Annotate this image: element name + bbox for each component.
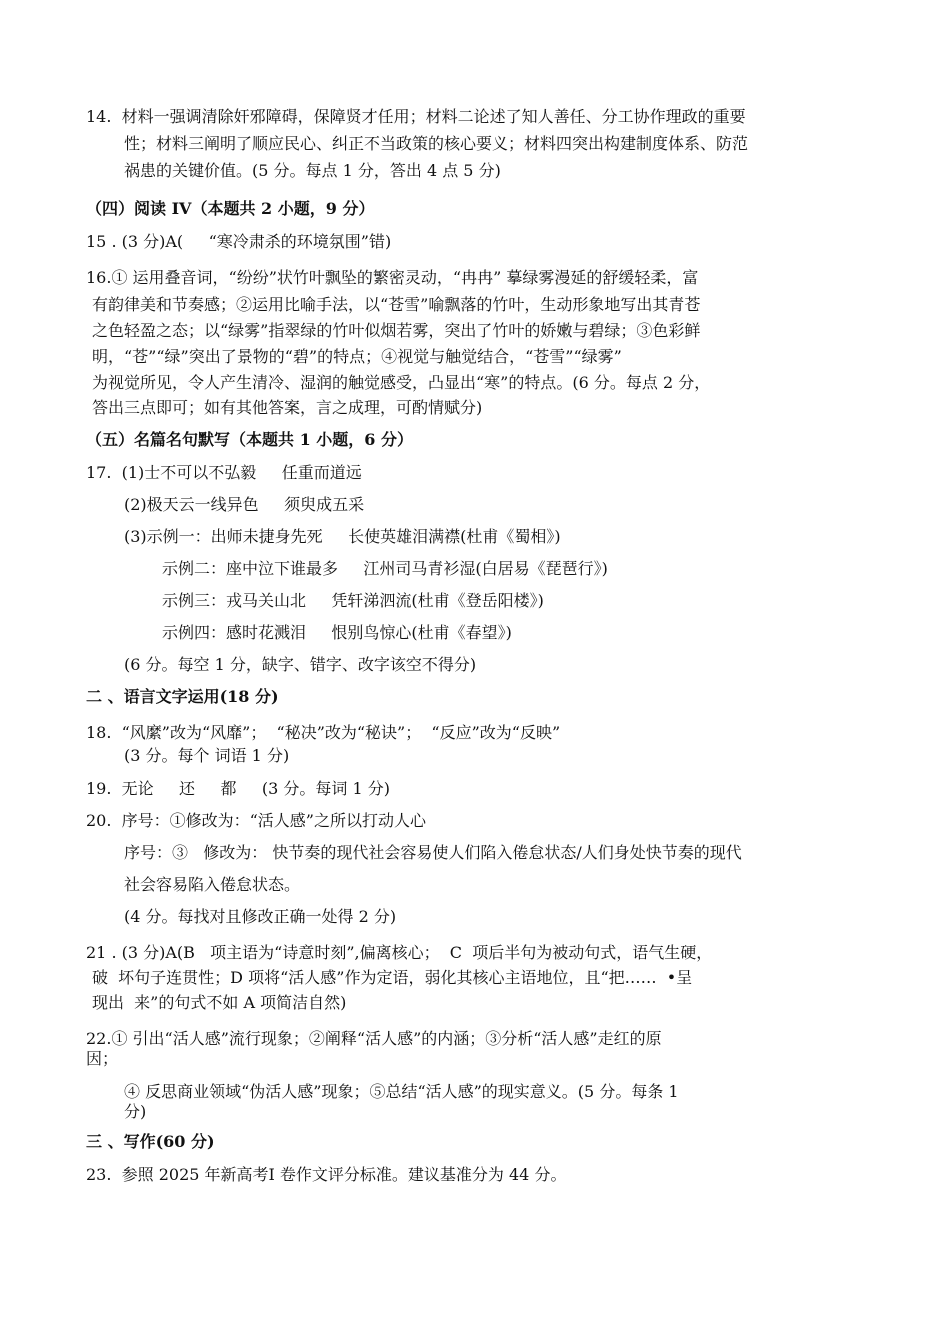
q22-line-3: ④ 反思商业领域“伪活人感”现象；⑤总结“活人感”的现实意义。(5 分。每条 1	[124, 1082, 679, 1101]
q16-line-1: 16.① 运用叠音词，“纷纷”状竹叶飘坠的繁密灵动，“冉冉” 摹绿雾漫延的舒缓轻柔，富	[86, 268, 699, 287]
q14-line-2: 性；材料三阐明了顺应民心、纠正不当政策的核心要义；材料四突出构建制度体系、防范	[124, 134, 749, 153]
q18-line-2: (3 分。每个 词语 1 分)	[124, 746, 290, 765]
q20-line-1: 20. 序号：①修改为：“活人感”之所以打动人心	[86, 811, 426, 830]
q22-line-1: 22.① 引出“活人感”流行现象；②阐释“活人感”的内涵；③分析“活人感”走红的原	[86, 1029, 662, 1048]
q22-line-2: 因；	[86, 1049, 119, 1068]
q17-line-3: (3)示例一：出师未捷身先死 长使英雄泪满襟(杜甫《蜀相》)	[124, 527, 561, 546]
q21-line-3: 现出 来”的句式不如 A 项简洁自然)	[92, 993, 347, 1012]
q16-line-3: 之色轻盈之态；以“绿雾”指翠绿的竹叶似烟若雾，突出了竹叶的娇嫩与碧绿；③色彩鲜	[92, 321, 701, 340]
q20-line-3: 社会容易陷入倦怠状态。	[124, 875, 301, 894]
q23-line-1: 23. 参照 2025 年新高考Ⅰ 卷作文评分标准。建议基准分为 44 分。	[86, 1165, 567, 1184]
q17-line-1: 17. (1)士不可以不弘毅 任重而道远	[86, 463, 362, 482]
q17-line-7: (6 分。每空 1 分，缺字、错字、改字该空不得分)	[124, 655, 477, 674]
q21-line-2: 破 坏句子连贯性；D 项将“活人感”作为定语，弱化其核心主语地位，且“把…… •呈	[92, 968, 693, 987]
q17-line-6: 示例四：感时花溅泪 恨别鸟惊心(杜甫《春望》)	[162, 623, 512, 642]
q14-line-3: 祸患的关键价值。(5 分。每点 1 分，答出 4 点 5 分)	[124, 161, 501, 180]
section-four-heading: （四）阅读 IV（本题共 2 小题，9 分）	[86, 199, 375, 218]
q14-line-1: 14. 材料一强调清除奸邪障碍，保障贤才任用；材料二论述了知人善任、分工协作理政的重要	[86, 107, 746, 126]
q16-line-5: 为视觉所见，令人产生清冷、湿润的触觉感受，凸显出“寒”的特点。(6 分。每点 2 分，	[92, 373, 711, 392]
q20-line-2: 序号：③ 修改为： 快节奏的现代社会容易使人们陷入倦怠状态/人们身处快节奏的现代	[124, 843, 742, 862]
q21-line-1: 21 . (3 分)A(B 项主语为“诗意时刻”,偏离核心； C 项后半句为被动句式，语气生硬，	[86, 943, 713, 962]
q17-line-4: 示例二：座中泣下谁最多 江州司马青衫湿(白居易《琵琶行》)	[162, 559, 608, 578]
q22-line-4: 分)	[124, 1102, 147, 1121]
q17-line-2: (2)极天云一线异色 须臾成五采	[124, 495, 365, 514]
q18-line-1: 18. “风縻”改为“风靡”； “秘决”改为“秘诀”； “反应”改为“反映”	[86, 723, 561, 742]
q20-line-4: (4 分。每找对且修改正确一处得 2 分)	[124, 907, 397, 926]
q17-line-5: 示例三：戎马关山北 凭轩涕泗流(杜甫《登岳阳楼》)	[162, 591, 544, 610]
q16-line-2: 有韵律美和节奏感；②运用比喻手法，以“苍雪”喻飘落的竹叶，生动形象地写出其青苍	[92, 295, 701, 314]
section-five-heading: （五）名篇名句默写（本题共 1 小题，6 分）	[86, 430, 413, 449]
section-three-heading: 三 、写作(60 分)	[86, 1132, 215, 1151]
section-two-heading: 二 、语言文字运用(18 分)	[86, 687, 279, 706]
q16-line-6: 答出三点即可；如有其他答案，言之成理，可酌情赋分)	[92, 398, 483, 417]
q15-line-1: 15 . (3 分)A( “寒冷肃杀的环境氛围”错)	[86, 232, 392, 251]
q19-line-1: 19. 无论 还 都 (3 分。每词 1 分)	[86, 779, 391, 798]
q16-line-4: 明，“苍”“绿”突出了景物的“碧”的特点；④视觉与触觉结合，“苍雪”“绿雾”	[92, 347, 622, 366]
